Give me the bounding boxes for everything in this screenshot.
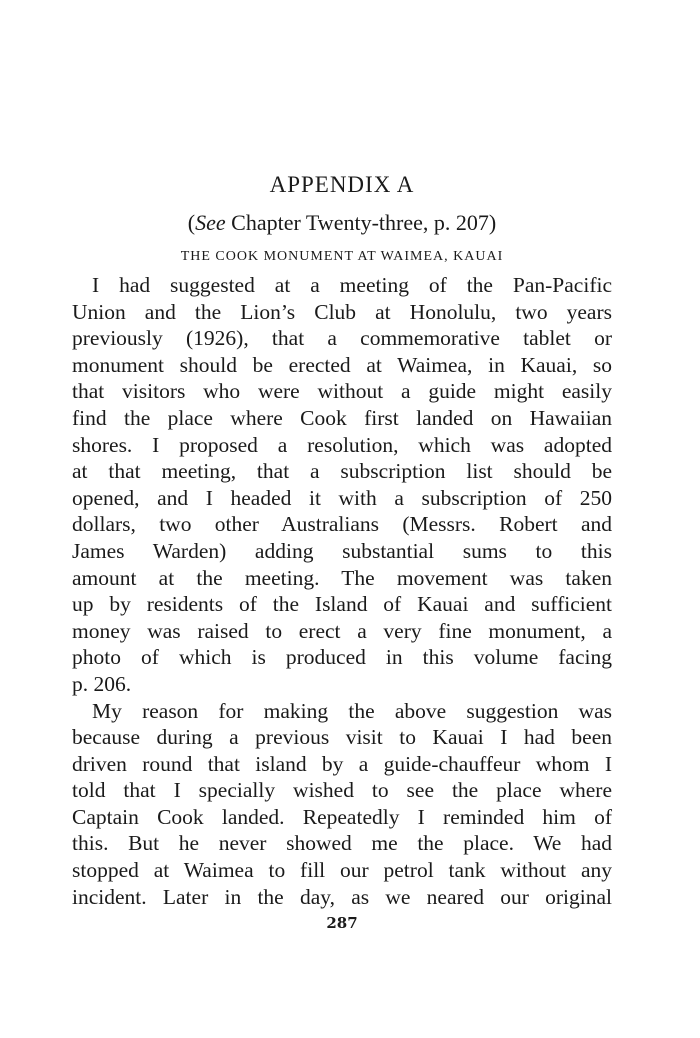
text-line: because during a previous visit to Kauai I had been [72, 725, 612, 750]
reference-open-paren: ( [187, 210, 196, 235]
text-line: p. 206. [72, 671, 132, 696]
text-line: previously (1926), that a commemorative tablet or [72, 326, 612, 351]
reference-text: Chapter Twenty-three, p. 207) [225, 210, 497, 235]
text-line: Union and the Lion’s Club at Honolulu, two years [72, 299, 612, 324]
text-line: photo of which is produced in this volume facing [72, 645, 612, 670]
text-line: that visitors who were without a guide might easily [72, 379, 612, 404]
text-line: My reason for making the above suggestion was [92, 698, 612, 723]
text-line: dollars, two other Australians (Messrs. Robert and [72, 512, 612, 537]
text-line: opened, and I headed it with a subscription of 250 [72, 485, 612, 510]
chapter-reference [72, 208, 612, 238]
text-line: told that I specially wished to see the place where [72, 778, 612, 803]
text-line: up by residents of the Island of Kauai and sufficient [72, 592, 612, 617]
text-line: shores. I proposed a resolution, which was adopted [72, 432, 612, 457]
text-line: I had suggested at a meeting of the Pan-Pacific [92, 273, 612, 297]
paragraph-2 [72, 698, 612, 911]
reference-see-italic: See [195, 210, 226, 235]
text-line: monument should be erected at Waimea, in Kauai, so [72, 352, 612, 377]
book-page [72, 170, 612, 932]
text-line: driven round that island by a guide-chauffeur whom I [72, 751, 612, 776]
paragraph-1 [72, 272, 612, 698]
text-line: find the place where Cook first landed on Hawaiian [72, 405, 612, 430]
text-line: amount at the meeting. The movement was taken [72, 565, 612, 590]
page-number: 287 [326, 914, 358, 932]
text-line: money was raised to erect a very fine monument, a [72, 618, 612, 643]
text-line: James Warden) adding substantial sums to this [72, 538, 612, 563]
text-line: stopped at Waimea to fill our petrol tank without any [72, 858, 612, 883]
appendix-heading: APPENDIX A [269, 172, 415, 197]
text-line: this. But he never showed me the place. We had [72, 831, 612, 856]
section-subheading: THE COOK MONUMENT AT WAIMEA, KAUAI [180, 249, 504, 264]
text-line: Captain Cook landed. Repeatedly I reminded him of [72, 804, 612, 829]
text-line: at that meeting, that a subscription list should be [72, 459, 612, 484]
text-line: incident. Later in the day, as we neared our original [72, 884, 612, 909]
